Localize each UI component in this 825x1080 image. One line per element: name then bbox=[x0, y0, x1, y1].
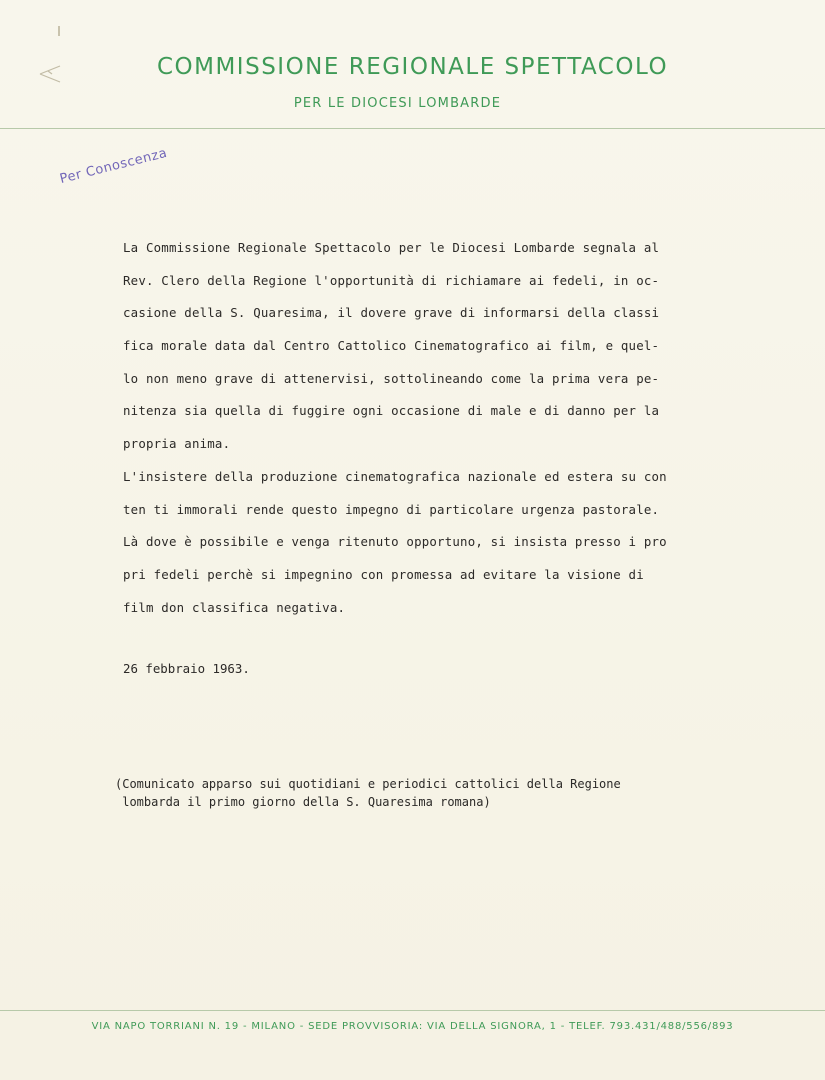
footer-divider bbox=[0, 1010, 825, 1011]
body-line: L'insistere della produzione cinematografica nazionale ed estera su con bbox=[123, 468, 667, 484]
body-line: nitenza sia quella di fuggire ogni occasione di male e di danno per la bbox=[123, 403, 660, 419]
body-line: La Commissione Regionale Spettacolo per le Diocesi Lombarde segnala al bbox=[123, 240, 660, 255]
body-line: pri fedeli perchè si impegnino con promessa ad evitare la visione di bbox=[123, 566, 644, 582]
note-line: (Comunicato apparso sui quotidiani e periodici cattolici della Regione bbox=[115, 777, 621, 791]
body-line: film don classifica negativa. bbox=[123, 599, 346, 615]
header-divider bbox=[0, 128, 825, 129]
body-line: lo non meno grave di attenervisi, sottolineando come la prima vera pe- bbox=[123, 370, 660, 386]
body-line: Là dove è possibile e venga ritenuto opportuno, si insista presso i pro bbox=[123, 534, 667, 550]
letter-body bbox=[123, 238, 763, 630]
letterhead-footer: VIA NAPO TORRIANI N. 19 - MILANO - SEDE PROVVISORIA: VIA DELLA SIGNORA, 1 - TELEF. 793.431/488/556/893 bbox=[91, 1021, 734, 1032]
letterhead-subtitle: PER LE DIOCESI LOMBARDE bbox=[293, 96, 502, 111]
paper-mark bbox=[58, 26, 60, 36]
note-line: lombarda il primo giorno della S. Quaresima romana) bbox=[115, 795, 491, 809]
body-line: ten ti immorali rende questo impegno di particolare urgenza pastorale. bbox=[123, 501, 660, 517]
body-line: Rev. Clero della Regione l'opportunità di richiamare ai fedeli, in oc- bbox=[123, 272, 660, 288]
letter-date: 26 febbraio 1963. bbox=[123, 661, 250, 676]
body-line: propria anima. bbox=[123, 436, 231, 452]
body-line: casione della S. Quaresima, il dovere grave di informarsi della classi bbox=[123, 305, 660, 321]
body-line: fica morale data dal Centro Cattolico Cinematografico ai film, e quel- bbox=[123, 338, 660, 354]
per-conoscenza-stamp: Per Conoscenza bbox=[58, 145, 169, 187]
letterhead-title: COMMISSIONE REGIONALE SPETTACOLO bbox=[156, 54, 669, 80]
publication-note bbox=[115, 775, 621, 811]
